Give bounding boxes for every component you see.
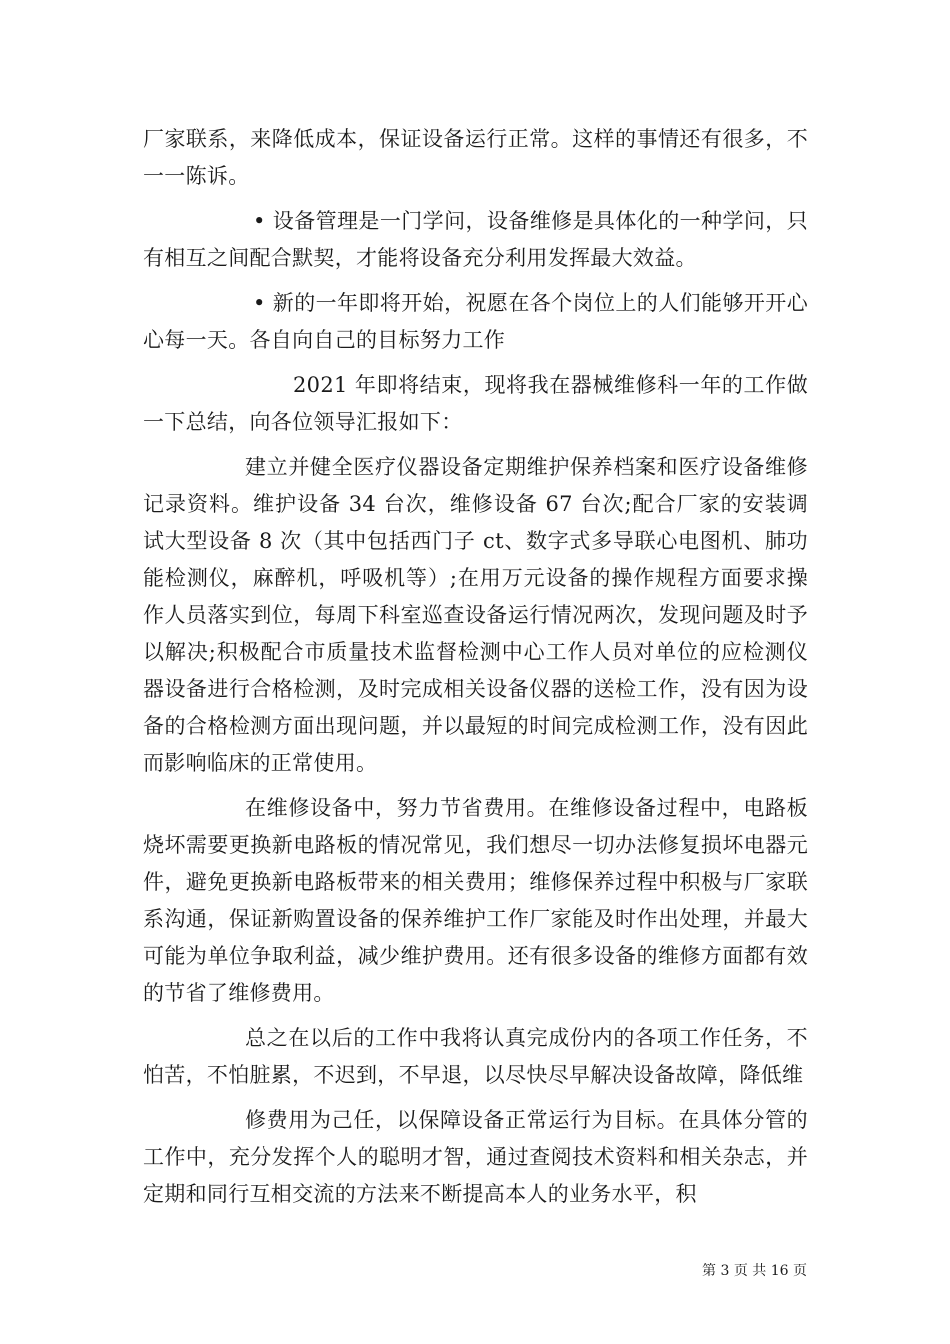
paragraph-continuation: 厂家联系，来降低成本，保证设备运行正常。这样的事情还有很多，不一一陈诉。 — [143, 127, 808, 188]
paragraph-summary-intro: 2021 年即将结束，现将我在器械维修科一年的工作做一下总结，向各位领导汇报如下： — [143, 373, 808, 434]
paragraph-goals: 修费用为己任，以保障设备正常运行为目标。在具体分管的工作中，充分发挥个人的聪明才智，通过查阅技术资料和相关杂志，并定期和同行互相交流的方法来不断提高本人的业务水平，积 — [143, 1108, 808, 1206]
paragraph-cost-saving: 在维修设备中，努力节省费用。在维修设备过程中，电路板烧坏需要更换新电路板的情况常见，我们想尽一切办法修复损坏电器元件，避免更换新电路板带来的相关费用；维修保养过程中积极与厂家联系沟通，保证新购置设备的保养维护工作厂家能及时作出处理，并最大可能为单位争取利益，减少维护费用。还有很多设备的维修方面都有效的节省了维修费用。 — [143, 796, 808, 1005]
paragraph-bullet-new-year: • 新的一年即将开始，祝愿在各个岗位上的人们能够开开心心每一天。各自向自己的目标努力工作 — [143, 291, 808, 352]
paragraph-maintenance-records: 建立并健全医疗仪器设备定期维护保养档案和医疗设备维修记录资料。维护设备 34 台次，维修设备 67 台次;配合厂家的安装调试大型设备 8 次（其中包括西门子 ct、数字式多导联心电图机、肺功能检测仪，麻醉机，呼吸机等）;在用万元设备的操作规程方面要求操作人员落实到位，每周下科室巡查设备运行情况两次，发现问题及时予以解决;积极配合市质量技术监督检测中心工作人员对单位的应检测仪器设备进行合格检测，及时完成相关设备仪器的送检工作，没有因为设备的合格检测方面出现问题，并以最短的时间完成检测工作，没有因此而影响临床的正常使用。 — [143, 455, 808, 775]
page-number: 第 3 页 共 16 页 — [702, 1263, 807, 1279]
paragraph-bullet-equipment-management: • 设备管理是一门学问，设备维修是具体化的一种学问，只有相互之间配合默契，才能将设备充分利用发挥最大效益。 — [143, 209, 808, 270]
paragraph-future-work: 总之在以后的工作中我将认真完成份内的各项工作任务，不怕苦，不怕脏累，不迟到，不早退，以尽快尽早解决设备故障，降低维 — [143, 1026, 808, 1087]
body-text — [143, 121, 808, 1213]
